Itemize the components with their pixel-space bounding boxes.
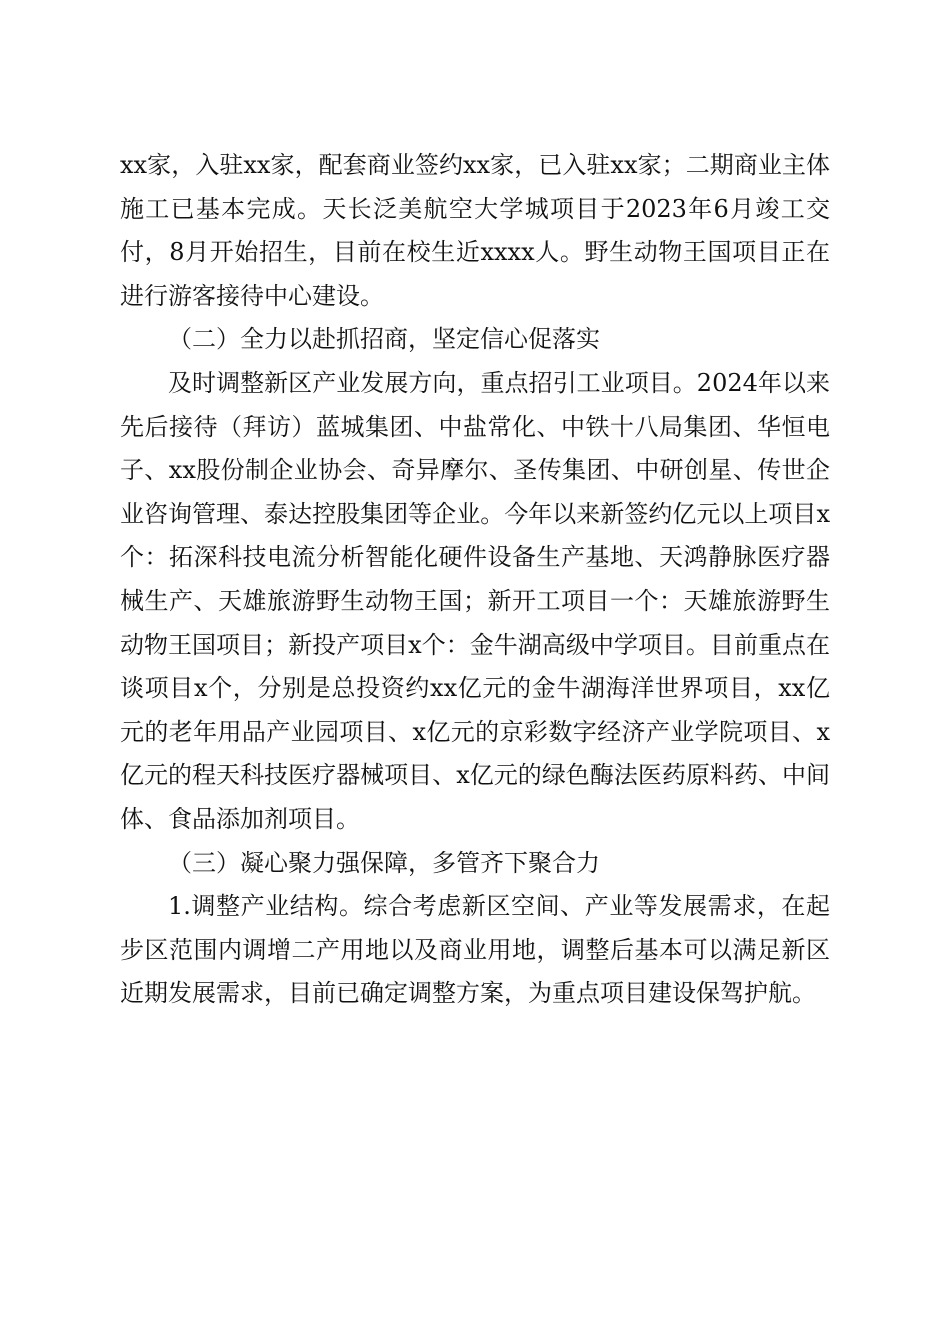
- section-heading-3: （三）凝心聚力强保障，多管齐下聚合力: [168, 848, 600, 877]
- paragraph-investment: 及时调整新区产业发展方向，重点招引工业项目。2024年以来先后接待（拜访）蓝城集团、中盐常化、中铁十八局集团、华恒电子、xx股份制企业协会、奇异摩尔、圣传集团、中研创星、传世企业咨询管理、泰达控股集团等企业。今年以来新签约亿元以上项目x个：拓深科技电流分析智能化硬件设备生产基地、天鸿静脉医疗器械生产、天雄旅游野生动物王国；新开工项目一个：天雄旅游野生动物王国项目；新投产项目x个：金牛湖高级中学项目。目前重点在谈项目x个，分别是总投资约xx亿元的金牛湖海洋世界项目，xx亿元的老年用品产业园项目、x亿元的京彩数字经济产业学院项目、x亿元的程天科技医疗器械项目、x亿元的绿色酶法医药原料药、中间体、食品添加剂项目。: [120, 368, 830, 833]
- paragraph-industry-structure: 1.调整产业结构。综合考虑新区空间、产业等发展需求，在起步区范围内调增二产用地以及商业用地，调整后基本可以满足新区近期发展需求，目前已确定调整方案，为重点项目建设保驾护航。: [120, 892, 830, 1008]
- section-heading-2: （二）全力以赴抓招商，坚定信心促落实: [168, 325, 600, 354]
- document-body: [120, 144, 830, 1016]
- paragraph-continuation: xx家，入驻xx家，配套商业签约xx家，已入驻xx家；二期商业主体施工已基本完成。天长泛美航空大学城项目于2023年6月竣工交付，8月开始招生，目前在校生近xxxx人。野生动物王国项目正在进行游客接待中心建设。: [120, 151, 830, 310]
